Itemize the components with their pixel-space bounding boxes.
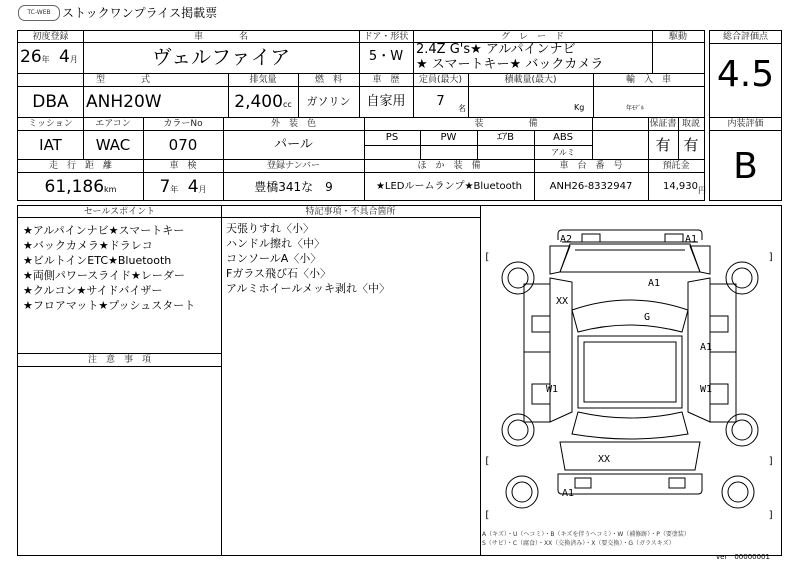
insp-year: 7 bbox=[159, 177, 171, 197]
list-item: アルミホイールメッキ剥れ〈中〉 bbox=[226, 282, 391, 295]
fuel-value: ガソリン bbox=[306, 95, 351, 108]
damage-legend bbox=[482, 530, 690, 548]
other-equip-label: ほ か 装 備 bbox=[417, 161, 481, 171]
insp-month: 4 bbox=[187, 177, 199, 197]
first-reg-month: 4 bbox=[59, 47, 70, 67]
mileage-label: 走 行 距 離 bbox=[48, 161, 112, 171]
vehicle-history-value: 自家用 bbox=[366, 94, 406, 109]
damage-mark-a1-right: A1 bbox=[700, 342, 713, 353]
bracket-open: [ bbox=[484, 510, 491, 521]
displacement-value bbox=[228, 89, 298, 118]
model-prefix: DBA bbox=[32, 92, 69, 112]
bracket-close: ] bbox=[768, 510, 775, 521]
list-item: Fガラス飛び石〈小〉 bbox=[226, 267, 331, 280]
info-table bbox=[17, 30, 705, 201]
damage-mark-g: G bbox=[644, 312, 651, 323]
special-notes-list bbox=[226, 221, 390, 296]
page-title: ストックワンプライス掲載票 bbox=[62, 6, 218, 20]
damage-mark-a1-rear: A1 bbox=[562, 488, 575, 499]
damage-mark-w1-right: W1 bbox=[700, 384, 713, 395]
bracket-open: [ bbox=[484, 456, 491, 467]
grade-line2: ★ スマートキー★ バックカメラ bbox=[416, 57, 604, 72]
list-item: コンソールA〈小〉 bbox=[226, 252, 322, 265]
damage-mark-a1-front: A1 bbox=[685, 234, 698, 245]
header-logo bbox=[18, 5, 60, 21]
list-item: ★バックカメラ★ドラレコ bbox=[23, 239, 153, 252]
car-name-label: 車 名 bbox=[193, 32, 248, 42]
overall-score: 4.5 bbox=[716, 54, 775, 95]
vehicle-history-label: 車 歴 bbox=[372, 75, 400, 85]
import-label: 輸 入 車 bbox=[625, 75, 671, 85]
model-value: ANH20W bbox=[86, 92, 162, 112]
capacity-value: 7 bbox=[436, 94, 445, 109]
score-box bbox=[709, 30, 782, 201]
mileage-number: 61,186 bbox=[44, 177, 105, 197]
month-unit: 月 bbox=[69, 55, 78, 64]
displacement-label: 排気量 bbox=[249, 75, 277, 85]
mission-label: ミッション bbox=[28, 119, 73, 129]
mileage-value bbox=[18, 175, 143, 202]
color-no-value: 070 bbox=[168, 136, 198, 154]
first-reg-value bbox=[20, 45, 82, 72]
equip-abs: ABS bbox=[553, 132, 573, 143]
version-label: ver 00000001 bbox=[716, 553, 770, 561]
sales-points-label: セールスポイント bbox=[83, 207, 156, 217]
logo-text: TC-WEB bbox=[27, 9, 51, 16]
legend-line2: S（サビ）・C（腐食）・XX（交換済み）・X（要交換）・G（ガラスキズ） bbox=[482, 540, 675, 547]
recycle-label: 預託金 bbox=[662, 161, 690, 171]
interior-score: B bbox=[733, 146, 758, 187]
plate-value: 豊橋341な 9 bbox=[254, 180, 333, 194]
sales-points-list bbox=[23, 223, 195, 313]
first-reg-label: 初度登録 bbox=[32, 32, 69, 42]
mission-value: IAT bbox=[39, 136, 62, 154]
interior-score-label: 内装評価 bbox=[727, 119, 764, 129]
car-name: ヴェルファイア bbox=[151, 45, 291, 69]
bracket-close: ] bbox=[768, 252, 775, 263]
displacement-number: 2,400 bbox=[234, 92, 283, 112]
fuel-label: 燃 料 bbox=[314, 75, 342, 85]
grade-label: グ レ ー ド bbox=[500, 32, 564, 42]
year-unit: 年 bbox=[41, 55, 50, 64]
list-item: ★フロアマット★プッシュスタート bbox=[23, 299, 196, 312]
load-label: 積載量(最大) bbox=[504, 75, 557, 85]
import-note: 年ﾓﾃﾞﾙ bbox=[626, 105, 645, 112]
bracket-open: [ bbox=[484, 252, 491, 263]
first-reg-year: 26 bbox=[20, 47, 42, 67]
equipment-label: 装 備 bbox=[474, 119, 538, 129]
equip-pw: PW bbox=[440, 132, 457, 143]
door-shape: 5・W bbox=[368, 49, 404, 64]
legend-line1: A（キズ）・U（ヘコミ）・B（キズを伴うヘコミ）・W（補修跡）・P（要塗装） bbox=[482, 531, 690, 538]
yen-unit: 円 bbox=[698, 186, 706, 195]
damage-mark-xx-left: XX bbox=[556, 296, 569, 307]
equip-ps: PS bbox=[385, 132, 399, 143]
list-item: ★両側パワースライド★レーダー bbox=[23, 269, 185, 282]
list-item: 天張りすれ〈小〉 bbox=[226, 222, 314, 235]
damage-mark-w1-left: W1 bbox=[546, 384, 559, 395]
special-notes-label: 特記事項・不具合箇所 bbox=[305, 207, 396, 217]
bracket-close: ] bbox=[768, 456, 775, 467]
inspection-label: 車 検 bbox=[169, 161, 197, 171]
list-item: ★アルパインナビ★スマートキー bbox=[23, 224, 185, 237]
plate-label: 登録ナンバー bbox=[267, 161, 320, 171]
capacity-unit: 名 bbox=[458, 104, 466, 113]
ext-color-value: パール bbox=[274, 137, 313, 152]
model-label: 型 式 bbox=[95, 75, 150, 85]
damage-mark-a2: A2 bbox=[560, 234, 573, 245]
insp-month-unit: 月 bbox=[198, 185, 207, 194]
km-unit: km bbox=[104, 185, 117, 194]
damage-mark-a1-roof: A1 bbox=[648, 278, 661, 289]
aircon-label: エアコン bbox=[95, 119, 131, 129]
color-no-label: カラーNo bbox=[163, 119, 203, 129]
load-unit: Kg bbox=[574, 103, 585, 112]
grade-line1: 2.4Z G's★ アルパインナビ bbox=[416, 42, 576, 57]
list-item: ★ビルトインETC★Bluetooth bbox=[23, 254, 172, 267]
list-item: ハンドル擦れ〈中〉 bbox=[226, 237, 325, 250]
caution-label: 注 意 事 項 bbox=[87, 355, 151, 365]
chassis-label: 車 台 番 号 bbox=[559, 161, 623, 171]
recycle-value: 14,930 bbox=[663, 181, 698, 192]
cc-unit: cc bbox=[282, 100, 292, 109]
equip-alloy: アルミ bbox=[551, 148, 575, 157]
warranty-value: 有 bbox=[655, 136, 671, 154]
equip-airbag: ｴｱB bbox=[497, 132, 514, 143]
manual-value: 有 bbox=[683, 136, 699, 154]
chassis-value: ANH26-8332947 bbox=[549, 181, 633, 192]
inspection-value bbox=[143, 175, 223, 202]
aircon-value: WAC bbox=[95, 136, 131, 154]
door-shape-label: ドア・形状 bbox=[363, 32, 409, 42]
manual-label: 取説 bbox=[681, 119, 700, 129]
insp-year-unit: 年 bbox=[170, 185, 179, 194]
car-damage-diagram bbox=[480, 212, 780, 532]
warranty-label: 保証書 bbox=[649, 119, 677, 129]
capacity-label: 定員(最大) bbox=[418, 75, 463, 85]
ext-color-label: 外 装 色 bbox=[270, 119, 316, 129]
drive-label: 駆動 bbox=[668, 32, 687, 42]
damage-mark-xx-rear: XX bbox=[598, 454, 611, 465]
overall-score-label: 総合評価点 bbox=[722, 32, 768, 42]
list-item: ★クルコン★サイドバイザー bbox=[23, 284, 163, 297]
other-equip-value: ★LEDルームランプ★Bluetooth bbox=[375, 181, 523, 192]
